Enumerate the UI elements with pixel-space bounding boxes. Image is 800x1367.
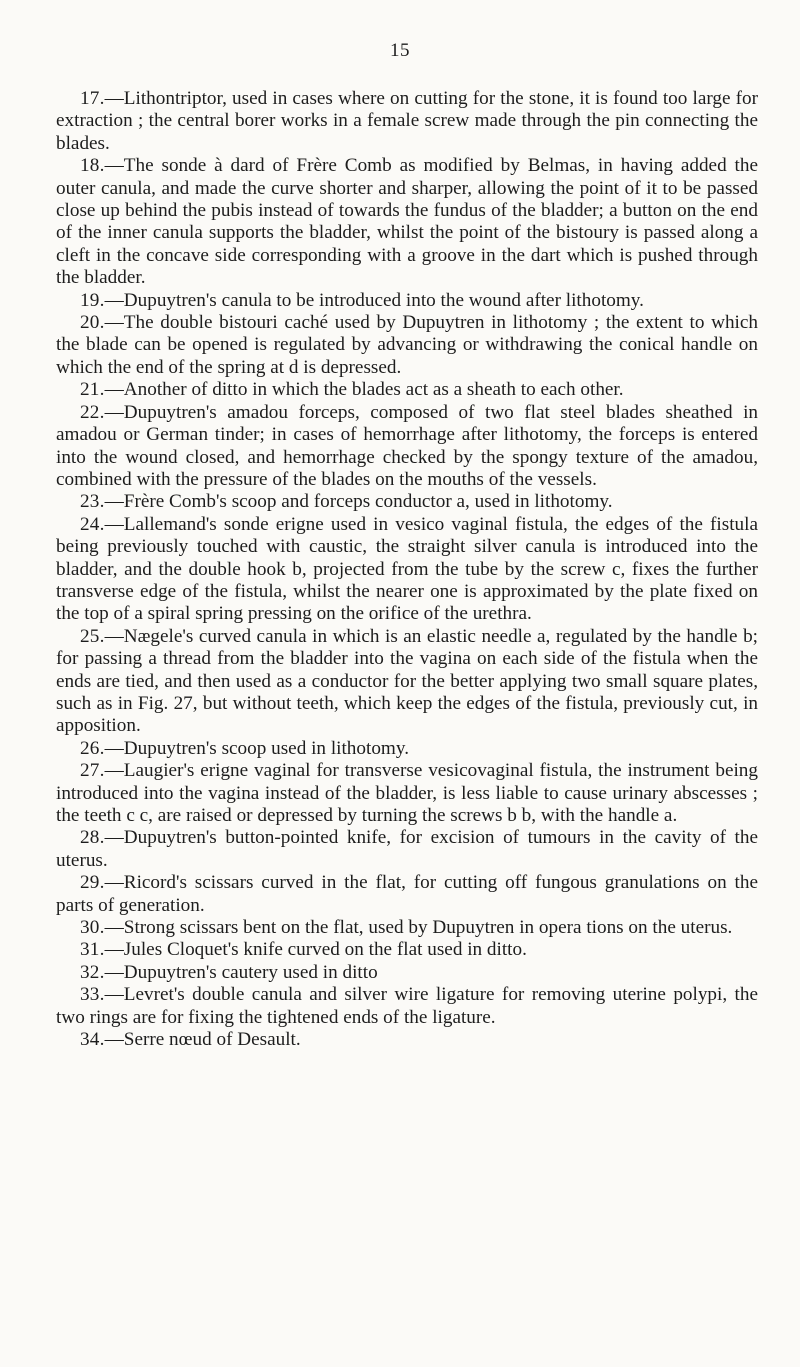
entry-31 xyxy=(56,939,758,961)
entry-number: 27. xyxy=(80,760,105,782)
entry-text: —Ricord's scissars curved in the flat, for cutting off fungous granulations on the parts of generation. xyxy=(56,872,758,916)
entry-number: 29. xyxy=(80,872,105,894)
entry-number: 22. xyxy=(80,401,105,423)
entry-text: —Serre nœud of Desault. xyxy=(104,1029,301,1051)
entry-text: —Dupuytren's button-pointed knife, for excision of tumours in the cavity of the uterus. xyxy=(56,827,758,871)
entry-text: —Dupuytren's cautery used in ditto xyxy=(104,961,378,983)
entry-number: 17. xyxy=(80,88,105,109)
entry-19 xyxy=(56,290,758,312)
entry-number: 26. xyxy=(80,737,105,759)
entry-text: —Frère Comb's scoop and forceps conductor a, used in lithotomy. xyxy=(104,491,613,513)
entry-27 xyxy=(56,760,758,827)
entry-number: 31. xyxy=(80,939,105,961)
entry-text: —Lithontriptor, used in cases where on cutting for the stone, it is found too large for extraction ; the central borer works in a female screw made through the pin connecting the blades. xyxy=(56,88,758,154)
entry-17 xyxy=(56,88,758,155)
entry-29 xyxy=(56,872,758,917)
entry-text: —Levret's double canula and silver wire ligature for removing uterine polypi, the two rings are for fixing the tightened ends of the ligature. xyxy=(56,984,758,1028)
entry-number: 28. xyxy=(80,827,105,849)
entry-text: —Strong scissars bent on the flat, used by Dupuytren in opera tions on the uterus. xyxy=(104,917,733,939)
entry-33 xyxy=(56,984,758,1029)
entry-18 xyxy=(56,155,758,289)
entry-number: 30. xyxy=(80,917,105,939)
catalogue-entries xyxy=(56,88,758,1051)
entry-text: —Nægele's curved canula in which is an elastic needle a, regulated by the handle b; for passing a thread from the bladder into the vagina on each side of the fistula when the ends are tied, and then used as a conductor for the better applying two small square plates, such as in Fig. 27, but without teeth, which keep the edges of the fistula, previously cut, in apposition. xyxy=(56,625,758,737)
entry-21 xyxy=(56,379,758,401)
entry-text: —Dupuytren's scoop used in lithotomy. xyxy=(104,737,409,759)
page-number: 15 xyxy=(390,40,410,61)
entry-text: —Dupuytren's canula to be introduced into the wound after lithotomy. xyxy=(104,289,644,311)
entry-22 xyxy=(56,402,758,492)
entry-25 xyxy=(56,626,758,738)
entry-24 xyxy=(56,514,758,626)
entry-number: 19. xyxy=(80,289,105,311)
entry-number: 25. xyxy=(80,625,105,647)
entry-34 xyxy=(56,1029,758,1051)
entry-text: —Lallemand's sonde erigne used in vesico vaginal fistula, the edges of the fistula being previously touched with caustic, the straight silver canula is introduced into the bladder, and the double hook b, projected from the tube by the screw c, fixes the further transverse edge of the fistula, whilst the nearer one is approximated by the plate fixed on the top of a spiral spring pressing on the orifice of the urethra. xyxy=(56,513,758,625)
entry-number: 33. xyxy=(80,984,105,1006)
entry-text: —The sonde à dard of Frère Comb as modified by Belmas, in having added the outer canula, and made the curve shorter and sharper, allowing the point of it to be passed close up behind the pubis instead of towards the fundus of the bladder; a button on the end of the inner canula supports the bladder, whilst the point of the bistoury is passed along a cleft in the concave side corresponding with a groove in the dart which is pushed through the bladder. xyxy=(56,155,758,289)
entry-23 xyxy=(56,491,758,513)
entry-number: 34. xyxy=(80,1029,105,1051)
entry-number: 21. xyxy=(80,379,105,401)
entry-number: 23. xyxy=(80,491,105,513)
entry-text: —Dupuytren's amadou forceps, composed of two flat steel blades sheathed in amadou or German tinder; in cases of hemorrhage after lithotomy, the forceps is entered into the wound closed, and hemorrhage checked by the spongy texture of the amadou, combined with the pressure of the blades on the mouths of the vessels. xyxy=(56,401,758,490)
entry-number: 18. xyxy=(80,155,105,177)
entry-text: —Laugier's erigne vaginal for transverse vesicovaginal fistula, the instrument being introduced into the vagina instead of the bladder, is less liable to cause urinary abscesses ; the teeth c c, are raised or depressed by turning the screws b b, with the handle a. xyxy=(56,760,758,826)
entry-number: 32. xyxy=(80,961,105,983)
entry-32 xyxy=(56,962,758,984)
entry-text: —The double bistouri caché used by Dupuytren in lithotomy ; the extent to which the blade can be opened is regulated by advancing or withdrawing the conical handle on which the end of the spring at d is depressed. xyxy=(56,312,758,378)
entry-30 xyxy=(56,917,758,939)
entry-text: —Another of ditto in which the blades act as a sheath to each other. xyxy=(104,379,624,401)
entry-text: —Jules Cloquet's knife curved on the flat used in ditto. xyxy=(104,939,527,961)
entry-number: 24. xyxy=(80,513,105,535)
entry-20 xyxy=(56,312,758,379)
entry-number: 20. xyxy=(80,312,105,334)
entry-28 xyxy=(56,827,758,872)
entry-26 xyxy=(56,738,758,760)
